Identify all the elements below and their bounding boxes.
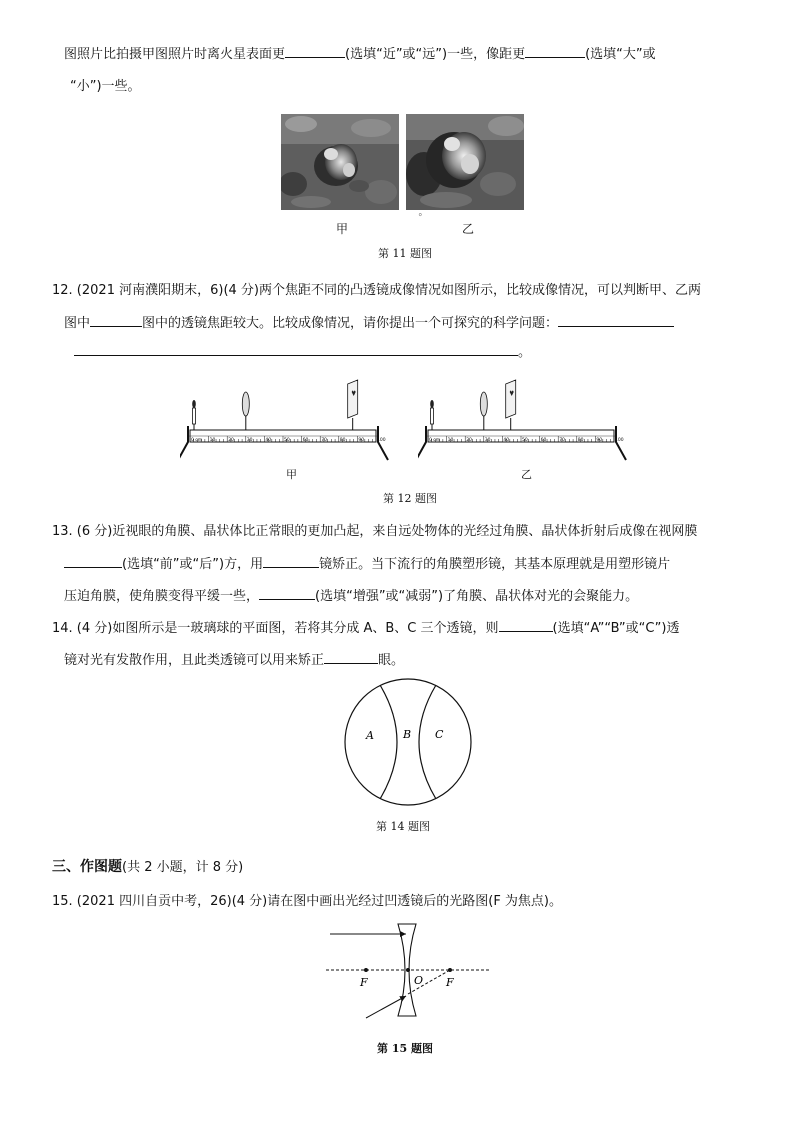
section-3-subtitle: (共 2 小题，计 8 分) bbox=[122, 860, 244, 875]
q12-answer-blank-3[interactable] bbox=[74, 343, 518, 356]
bench-jia-stand-left bbox=[180, 426, 188, 460]
q14-line-1 bbox=[52, 619, 679, 638]
q11-text-3: (选填“大”或 bbox=[585, 47, 656, 62]
optical-center-label: O bbox=[414, 974, 424, 987]
glass-ball-diagram bbox=[340, 676, 476, 808]
bench-jia-tick-label: 10 bbox=[209, 438, 216, 443]
bench-yi-tick-label: 90 bbox=[596, 438, 603, 443]
bench-yi-tick-label: 100 bbox=[615, 438, 624, 443]
photo-label-yi: 乙 bbox=[462, 222, 475, 236]
glass-ball-outline bbox=[345, 679, 471, 805]
q12-figure-caption: 第 12 题图 bbox=[383, 492, 437, 505]
lens-label-a: A bbox=[366, 729, 374, 742]
q14-text-2: (选填“A”“B”或“C”)透 bbox=[552, 621, 680, 636]
q13-line-3 bbox=[64, 587, 638, 606]
mars-photo-jia bbox=[281, 114, 399, 210]
bench-jia-stand-right bbox=[378, 426, 388, 460]
q13-text-4: (选填“增强”或“减弱”)了角膜、晶状体对光的会聚能力。 bbox=[315, 589, 639, 604]
bench-yi-tick-label: 10 bbox=[447, 438, 454, 443]
q13-text-3: 压迫角膜，使角膜变得平缓一些， bbox=[64, 589, 260, 604]
q13-answer-blank-2[interactable] bbox=[263, 555, 319, 568]
bench-yi-tick-label: 0 cm bbox=[429, 438, 441, 443]
q11-text-2: (选填“近”或“远”)一些，像距更 bbox=[345, 47, 526, 62]
q14-figure-caption: 第 14 题图 bbox=[376, 820, 430, 833]
mars-photo-yi bbox=[406, 114, 524, 210]
q13-line-2 bbox=[64, 555, 670, 574]
bench-yi-candle bbox=[431, 408, 434, 424]
q11-answer-blank-2[interactable] bbox=[525, 45, 585, 58]
photo-label-jia: 甲 bbox=[336, 222, 349, 236]
bench-label-yi: 乙 bbox=[521, 468, 532, 481]
q12-text-1: 图中 bbox=[64, 316, 91, 331]
bench-yi-tick-label: 50 bbox=[522, 438, 528, 443]
q14-text-4: 眼。 bbox=[378, 653, 405, 668]
q11-answer-blank-1[interactable] bbox=[285, 45, 345, 58]
bench-yi-candle-flame bbox=[430, 400, 434, 408]
section-3-title: 三、作图题 bbox=[52, 859, 122, 875]
focus-point-left bbox=[364, 968, 368, 972]
bench-jia-screen bbox=[348, 380, 358, 418]
bench-yi-convex-lens bbox=[480, 392, 487, 416]
bench-jia-convex-lens bbox=[242, 392, 249, 416]
concave-lens-diagram bbox=[322, 920, 494, 1024]
bench-yi-tick-label: 80 bbox=[577, 438, 584, 443]
q15-figure-caption: 第 15 题图 bbox=[377, 1042, 433, 1055]
photo-dot: ° bbox=[418, 213, 423, 223]
bench-jia-tick-label: 90 bbox=[358, 438, 365, 443]
q13-text-1: (选填“前”或“后”)方，用 bbox=[122, 557, 264, 572]
lens-boundary-right bbox=[419, 685, 436, 799]
optical-center-point bbox=[406, 968, 410, 972]
bench-yi-tick-label: 40 bbox=[503, 438, 510, 443]
q13-answer-blank-3[interactable] bbox=[259, 587, 315, 600]
lens-label-b: B bbox=[403, 728, 412, 741]
q14-answer-blank-1[interactable] bbox=[499, 619, 553, 632]
q11-text-1: 图照片比拍摄甲图照片时离火星表面更 bbox=[64, 47, 286, 62]
bench-label-jia: 甲 bbox=[286, 468, 297, 481]
q13-line-1: 13. (6 分)近视眼的角膜、晶状体比正常眼的更加凸起，来自远处物体的光经过角膜、晶状体折射后成像在视网膜 bbox=[52, 524, 698, 539]
bench-yi-tick-label: 30 bbox=[484, 438, 491, 443]
section-3-heading bbox=[52, 856, 243, 876]
bench-yi-stand-left bbox=[418, 426, 426, 460]
bench-yi-screen bbox=[506, 380, 516, 418]
q11-line-2: “小”)一些。 bbox=[70, 79, 141, 94]
bench-yi-tick-label: 60 bbox=[540, 438, 547, 443]
bench-yi-tick-label: 70 bbox=[559, 438, 565, 443]
q15-line-1: 15. (2021 四川自贡中考，26)(4 分)请在图中画出光经过凹透镜后的光路图(F 为焦点)。 bbox=[52, 894, 563, 909]
bench-jia-tick-label: 40 bbox=[265, 438, 272, 443]
focus-point-right bbox=[448, 968, 452, 972]
bench-jia-tick-label: 20 bbox=[228, 438, 234, 443]
q12-period: 。 bbox=[518, 345, 532, 360]
optical-bench-yi bbox=[418, 374, 638, 464]
q12-answer-blank-2[interactable] bbox=[558, 314, 674, 327]
q13-answer-blank-1[interactable] bbox=[64, 555, 122, 568]
bench-jia-tick-label: 50 bbox=[284, 438, 290, 443]
bench-jia-tick-label: 100 bbox=[377, 438, 386, 443]
q14-line-2 bbox=[64, 651, 404, 670]
q12-text-2: 图中的透镜焦距较大。比较成像情况，请你提出一个可探究的科学问题： bbox=[142, 316, 559, 331]
q12-answer-blank-1[interactable] bbox=[90, 314, 142, 327]
bench-yi-stand-right bbox=[616, 426, 626, 460]
bench-jia-tick-label: 0 cm bbox=[191, 438, 203, 443]
bench-jia-tick-label: 60 bbox=[302, 438, 309, 443]
focus-label-right: F bbox=[446, 976, 454, 989]
bench-jia-tick-label: 80 bbox=[339, 438, 346, 443]
q12-line-3 bbox=[74, 343, 531, 362]
q14-text-1: 14. (4 分)如图所示是一玻璃球的平面图，若将其分成 A、B、C 三个透镜，则 bbox=[52, 621, 499, 636]
focus-label-left: F bbox=[360, 976, 368, 989]
q14-answer-blank-2[interactable] bbox=[324, 651, 378, 664]
optical-bench-jia bbox=[180, 374, 400, 464]
bench-yi-tick-label: 20 bbox=[466, 438, 472, 443]
q14-text-3: 镜对光有发散作用，且此类透镜可以用来矫正 bbox=[64, 653, 325, 668]
bench-jia-candle bbox=[193, 408, 196, 424]
q13-text-2: 镜矫正。当下流行的角膜塑形镜，其基本原理就是用塑形镜片 bbox=[319, 557, 671, 572]
bench-jia-candle-flame bbox=[192, 400, 196, 408]
lens-label-c: C bbox=[435, 728, 444, 741]
bench-jia-tick-label: 30 bbox=[246, 438, 253, 443]
bench-jia-tick-label: 70 bbox=[321, 438, 327, 443]
q11-figure-caption: 第 11 题图 bbox=[378, 247, 432, 260]
lens-boundary-left bbox=[380, 685, 397, 799]
q12-line-2 bbox=[64, 314, 674, 333]
q12-line-1: 12. (2021 河南濮阳期末，6)(4 分)两个焦距不同的凸透镜成像情况如图所示，比较成像情况，可以判断甲、乙两 bbox=[52, 283, 701, 298]
q11-line-1 bbox=[64, 45, 656, 64]
